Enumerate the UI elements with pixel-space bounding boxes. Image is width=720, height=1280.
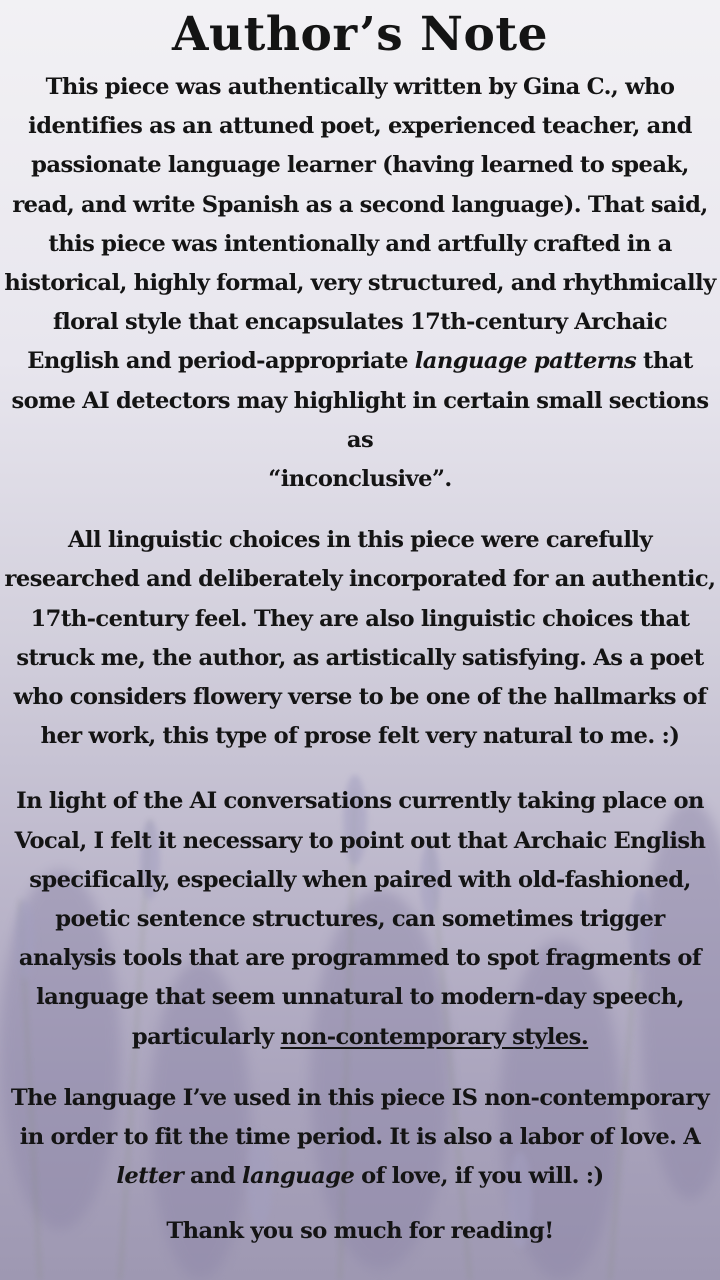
italic-language-patterns: language patterns xyxy=(414,348,637,375)
paragraph-love-text: The language I’ve used in this piece IS non-contemporary in order to fit the time period. It is also a labor of love. A xyxy=(10,1084,710,1151)
paragraph-intro-text-3: “inconclusive”. xyxy=(268,466,452,493)
paragraph-intro-text: This piece was authentically written by Gina C., who identifies as an attuned poet, experienced teacher, and passionate language learner (having learned to speak, read, and write Spanish as a second language). That said, this piece was intentionally and artfully crafted in a historical, highly formal, very structured, and rhythmically floral style that encapsulates 17th-century Archaic English and period-appropriate xyxy=(4,74,716,375)
closing-thanks: Thank you so much for reading! xyxy=(166,1218,554,1245)
paragraph-intro xyxy=(4,68,716,499)
paragraph-intro-text-2: that some AI detectors may highlight in certain small sections as xyxy=(11,348,709,453)
paragraph-ai-conversations xyxy=(4,782,716,1056)
emphasis-non-contemporary-styles: non-contemporary styles. xyxy=(280,1023,589,1050)
paragraph-ai-text: In light of the AI conversations currently taking place on Vocal, I felt it necessary to point out that Archaic English specifically, especially when paired with old-fashioned, poetic sentence structures, can sometimes trigger analysis tools that are programmed to spot fragments of language that seem unnatural to modern-day speech, particularly xyxy=(14,788,706,1050)
italic-letter: letter xyxy=(116,1163,184,1190)
paragraph-linguistic-choices: All linguistic choices in this piece were carefully researched and deliberately incorporated for an authentic, 17th-century feel. They are also linguistic choices that struck me, the author, as artistically satisfying. As a poet who considers flowery verse to be one of the hallmarks of her work, this type of prose felt very natural to me. :) xyxy=(4,527,716,750)
page-title: Author’s Note xyxy=(172,7,548,62)
italic-language: language xyxy=(242,1163,355,1190)
paragraph-love-text-2: of love, if you will. :) xyxy=(361,1163,604,1190)
paragraph-love-and: and xyxy=(190,1163,236,1190)
paragraph-labor-of-love xyxy=(4,1079,716,1197)
